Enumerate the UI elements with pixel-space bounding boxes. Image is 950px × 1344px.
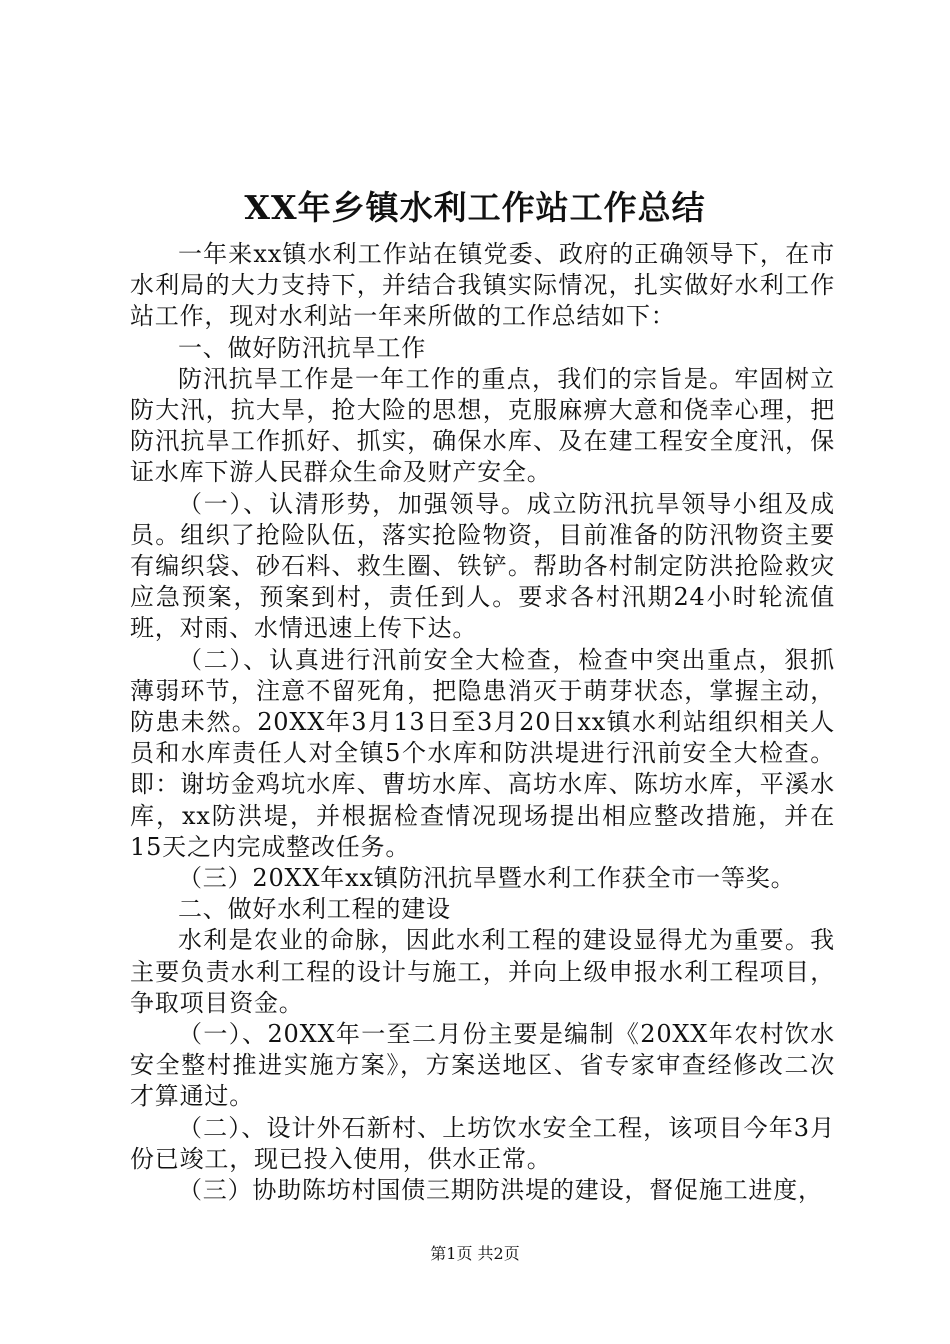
paragraph: （三）协助陈坊村国债三期防洪堤的建设，督促施工进度， bbox=[178, 1176, 823, 1205]
document-body bbox=[130, 239, 835, 1206]
section-heading-1: 一、做好防汛抗旱工作 bbox=[178, 333, 426, 362]
paragraph: （一）、认清形势，加强领导。成立防汛抗旱领导小组及成员。组织了抢险队伍，落实抢险物资，目前准备的防汛物资主要有编织袋、砂石料、救生圈、铁铲。帮助各村制定防洪抢险救灾应急预案，预案到村，责任到人。要求各村汛期24小时轮流值班，对雨、水情迅速上传下达。 bbox=[130, 489, 835, 643]
paragraph: （二）、设计外石新村、上坊饮水安全工程，该项目今年3月份已竣工，现已投入使用，供水正常。 bbox=[130, 1113, 835, 1173]
paragraph: （一）、20XX年一至二月份主要是编制《20XX年农村饮水安全整村推进实施方案》，方案送地区、省专家审查经修改二次才算通过。 bbox=[130, 1020, 835, 1111]
paragraph-intro: 一年来xx镇水利工作站在镇党委、政府的正确领导下，在市水利局的大力支持下，并结合我镇实际情况，扎实做好水利工作站工作，现对水利站一年来所做的工作总结如下： bbox=[130, 240, 835, 331]
paragraph: （二）、认真进行汛前安全大检查，检查中突出重点，狠抓薄弱环节，注意不留死角，把隐患消灭于萌芽状态，掌握主动，防患未然。20XX年3月13日至3月20日xx镇水利站组织相关人员和水库责任人对全镇5个水库和防洪堤进行汛前安全大检查。即：谢坊金鸡坑水库、曹坊水库、高坊水库、陈坊水库，平溪水库，xx防洪堤，并根据检查情况现场提出相应整改措施，并在15天之内完成整改任务。 bbox=[130, 645, 835, 861]
page-footer: 第1页 共2页 bbox=[430, 1244, 520, 1263]
paragraph: 防汛抗旱工作是一年工作的重点，我们的宗旨是。牢固树立防大汛，抗大旱，抢大险的思想，克服麻痹大意和侥幸心理，把防汛抗旱工作抓好、抓实，确保水库、及在建工程安全度汛，保证水库下游人民群众生命及财产安全。 bbox=[130, 364, 835, 487]
section-heading-2: 二、做好水利工程的建设 bbox=[178, 895, 451, 924]
document-title: XX年乡镇水利工作站工作总结 bbox=[244, 188, 706, 227]
paragraph: 水利是农业的命脉，因此水利工程的建设显得尤为重要。我主要负责水利工程的设计与施工，并向上级申报水利工程项目，争取项目资金。 bbox=[130, 926, 835, 1017]
paragraph: （三）20XX年xx镇防汛抗旱暨水利工作获全市一等奖。 bbox=[178, 864, 796, 893]
